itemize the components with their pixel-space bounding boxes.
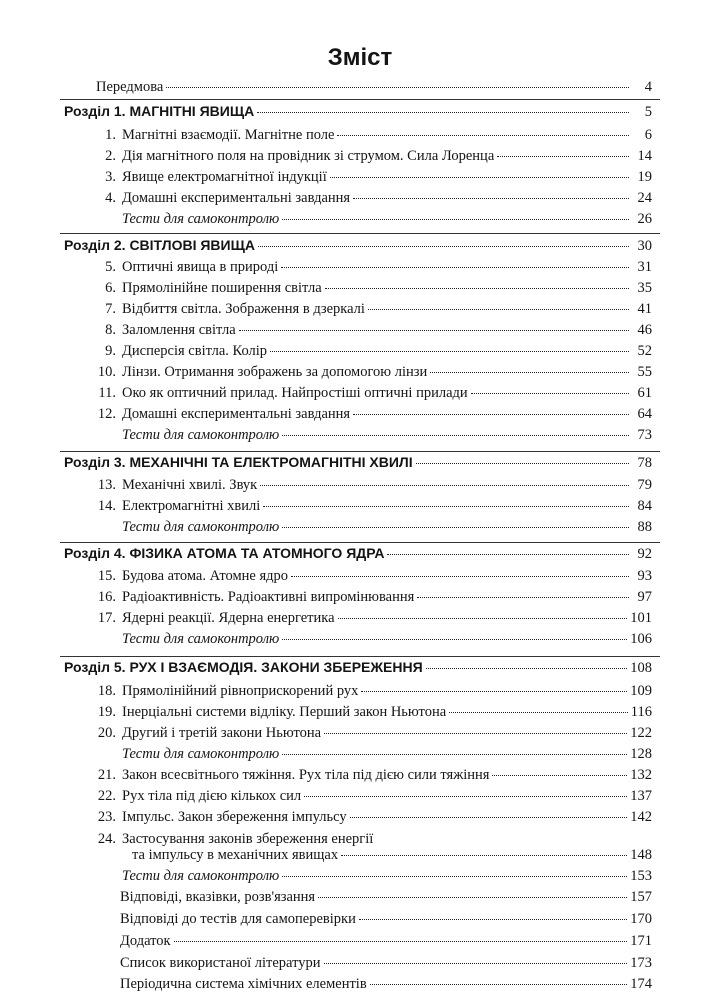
entry-text: Тести для самоконтролю: [122, 868, 280, 884]
entry-number: 11.: [98, 385, 116, 401]
dot-leader: [359, 919, 627, 920]
dot-leader: [471, 393, 629, 394]
toc-entry[interactable]: [92, 406, 652, 428]
entry-page: 6: [644, 127, 652, 143]
dot-leader: [330, 177, 629, 178]
toc-entry[interactable]: [92, 364, 652, 386]
toc-entry[interactable]: [92, 809, 652, 831]
dot-leader: [387, 554, 629, 555]
entry-page: 153: [630, 868, 652, 884]
entry-page: 61: [637, 385, 652, 401]
toc-entry-self-test[interactable]: [92, 631, 652, 653]
entry-page: 97: [637, 589, 652, 605]
dot-leader: [430, 372, 629, 373]
dot-leader: [417, 597, 629, 598]
entry-number: 18.: [97, 683, 116, 699]
entry-number: 15.: [97, 568, 116, 584]
toc-entry[interactable]: [92, 725, 652, 747]
dot-leader: [337, 135, 629, 136]
toc-entry-appendix[interactable]: [120, 911, 652, 933]
entry-text: Інерціальні системи відліку. Перший закон Ньютона: [122, 704, 447, 720]
entry-page: 174: [630, 976, 652, 992]
entry-number: 9.: [105, 343, 116, 359]
entry-page: 73: [637, 427, 652, 443]
section-title: Розділ 5. РУХ І ВЗАЄМОДІЯ. ЗАКОНИ ЗБЕРЕЖЕННЯ: [64, 659, 423, 675]
section-page: 108: [630, 660, 652, 676]
entry-text: Явище електромагнітної індукції: [122, 169, 327, 185]
toc-entry[interactable]: [92, 589, 652, 611]
toc-section-3[interactable]: [64, 454, 652, 476]
section-page: 5: [644, 104, 652, 120]
entry-text: Список використаної літератури: [120, 955, 321, 971]
entry-text: Тести для самоконтролю: [122, 631, 280, 647]
dot-leader: [166, 87, 629, 88]
dot-leader: [353, 414, 629, 415]
toc-entry-self-test[interactable]: [92, 519, 652, 541]
toc-entry[interactable]: [92, 190, 652, 212]
toc-entry[interactable]: [92, 704, 652, 726]
entry-page: 171: [630, 933, 652, 949]
entry-page: 46: [637, 322, 652, 338]
dot-leader: [282, 754, 627, 755]
entry-number: 22.: [97, 788, 116, 804]
toc-entry[interactable]: [92, 280, 652, 302]
entry-number: 7.: [105, 301, 116, 317]
section-title: Розділ 1. МАГНІТНІ ЯВИЩА: [64, 103, 255, 119]
entry-page: 35: [637, 280, 652, 296]
section-title: Розділ 2. СВІТЛОВІ ЯВИЩА: [64, 237, 255, 253]
entry-page: 157: [630, 889, 652, 905]
entry-number: 20.: [97, 725, 116, 741]
dot-leader: [368, 309, 629, 310]
dot-leader: [263, 506, 629, 507]
section-divider: [60, 233, 660, 234]
toc-entry[interactable]: [92, 683, 652, 705]
entry-page: 101: [630, 610, 652, 626]
toc-entry-appendix[interactable]: [120, 889, 652, 911]
dot-leader: [353, 198, 629, 199]
toc-entry[interactable]: [92, 568, 652, 590]
dot-leader: [361, 691, 627, 692]
entry-text: Дія магнітного поля на провідник зі струмом. Сила Лоренца: [122, 148, 495, 164]
toc-entry[interactable]: [92, 831, 652, 867]
entry-page: 137: [630, 788, 652, 804]
toc-entry-appendix[interactable]: [120, 976, 652, 998]
section-page: 30: [637, 238, 652, 254]
dot-leader: [338, 618, 628, 619]
entry-page: 24: [637, 190, 652, 206]
entry-page: 173: [630, 955, 652, 971]
entry-page: 14: [637, 148, 652, 164]
entry-page: 64: [637, 406, 652, 422]
entry-page: 26: [637, 211, 652, 227]
toc-entry[interactable]: [92, 301, 652, 323]
entry-text: Відбиття світла. Зображення в дзеркалі: [122, 301, 365, 317]
toc-entry-appendix[interactable]: [120, 955, 652, 977]
entry-number: 17.: [97, 610, 116, 626]
entry-text: Тести для самоконтролю: [122, 211, 280, 227]
entry-page: 84: [637, 498, 652, 514]
entry-text: Прямолінійний рівноприскорений рух: [122, 683, 359, 699]
dot-leader: [282, 435, 629, 436]
entry-number: 10.: [97, 364, 116, 380]
toc-entry[interactable]: [92, 127, 652, 149]
dot-leader: [260, 485, 629, 486]
entry-text: Тести для самоконтролю: [122, 746, 280, 762]
entry-page: 31: [637, 259, 652, 275]
entry-page: 148: [630, 847, 652, 863]
dot-leader: [350, 817, 628, 818]
entry-page: 106: [630, 631, 652, 647]
entry-text: Застосування законів збереження енергії: [122, 831, 374, 847]
dot-leader: [258, 246, 629, 247]
entry-text-continued: та імпульсу в механічних явищах: [132, 847, 339, 863]
dot-leader: [324, 733, 627, 734]
dot-leader: [239, 330, 629, 331]
entry-number: 1.: [105, 127, 116, 143]
toc-entry[interactable]: [92, 148, 652, 170]
toc-entry[interactable]: [92, 259, 652, 281]
entry-number: 6.: [105, 280, 116, 296]
toc-entry-self-test[interactable]: [92, 868, 652, 890]
entry-number: 24.: [97, 831, 116, 847]
toc-entry[interactable]: [92, 169, 652, 191]
dot-leader: [426, 668, 628, 669]
dot-leader: [282, 219, 629, 220]
entry-page: 132: [630, 767, 652, 783]
toc-entry-self-test[interactable]: [92, 746, 652, 768]
dot-leader: [370, 984, 628, 985]
toc-section-1[interactable]: [64, 103, 652, 125]
entry-page: 4: [644, 79, 652, 95]
entry-text: Будова атома. Атомне ядро: [122, 568, 288, 584]
entry-page: 19: [637, 169, 652, 185]
toc-entry[interactable]: [92, 788, 652, 810]
toc-entry[interactable]: [92, 767, 652, 789]
dot-leader: [282, 639, 627, 640]
section-divider: [60, 656, 660, 657]
entry-text: Електромагнітні хвилі: [122, 498, 261, 514]
entry-page: 142: [630, 809, 652, 825]
dot-leader: [318, 897, 627, 898]
dot-leader: [304, 796, 627, 797]
section-divider: [60, 542, 660, 543]
toc-section-4[interactable]: [64, 545, 652, 567]
entry-page: 52: [637, 343, 652, 359]
entry-text: Тести для самоконтролю: [122, 427, 280, 443]
toc-entry-self-test[interactable]: [92, 211, 652, 233]
entry-text: Лінзи. Отримання зображень за допомогою лінзи: [122, 364, 428, 380]
dot-leader: [270, 351, 629, 352]
toc-entry-self-test[interactable]: [92, 427, 652, 449]
entry-number: 23.: [97, 809, 116, 825]
entry-number: 5.: [105, 259, 116, 275]
dot-leader: [174, 941, 628, 942]
toc-section-2[interactable]: [64, 237, 652, 259]
entry-number: 12.: [97, 406, 116, 422]
entry-text: Періодична система хімічних елементів: [120, 976, 367, 992]
section-page: 78: [637, 455, 652, 471]
dot-leader: [282, 527, 629, 528]
entry-page: 116: [630, 704, 652, 720]
toc-entry[interactable]: [92, 385, 652, 407]
entry-page: 109: [630, 683, 652, 699]
entry-page: 170: [630, 911, 652, 927]
entry-number: 21.: [97, 767, 116, 783]
entry-text: Передмова: [96, 79, 164, 95]
dot-leader: [324, 963, 628, 964]
entry-number: 8.: [105, 322, 116, 338]
entry-page: 88: [637, 519, 652, 535]
dot-leader: [282, 876, 627, 877]
entry-text: Радіоактивність. Радіоактивні випромінювання: [122, 589, 415, 605]
entry-text: Домашні експериментальні завдання: [122, 406, 351, 422]
dot-leader: [497, 156, 629, 157]
entry-text: Заломлення світла: [122, 322, 236, 338]
dot-leader: [291, 576, 629, 577]
entry-text: Закон всесвітнього тяжіння. Рух тіла під дією сили тяжіння: [122, 767, 490, 783]
entry-number: 2.: [105, 148, 116, 164]
dot-leader: [416, 463, 629, 464]
entry-text: Відповіді, вказівки, розв'язання: [120, 889, 316, 905]
entry-text: Додаток: [120, 933, 171, 949]
entry-text: Механічні хвилі. Звук: [122, 477, 258, 493]
entry-page: 93: [637, 568, 652, 584]
entry-text: Дисперсія світла. Колір: [122, 343, 268, 359]
entry-text: Домашні експериментальні завдання: [122, 190, 351, 206]
entry-page: 55: [637, 364, 652, 380]
dot-leader: [449, 712, 628, 713]
toc-entry[interactable]: [92, 322, 652, 344]
entry-number: 3.: [105, 169, 116, 185]
section-title: Розділ 4. ФІЗИКА АТОМА ТА АТОМНОГО ЯДРА: [64, 545, 385, 561]
toc-entry-preface[interactable]: [96, 79, 652, 101]
section-page: 92: [637, 546, 652, 562]
toc-entry[interactable]: [92, 498, 652, 520]
entry-page: 122: [630, 725, 652, 741]
toc-entry[interactable]: [92, 610, 652, 632]
entry-text: Тести для самоконтролю: [122, 519, 280, 535]
entry-text: Відповіді до тестів для самоперевірки: [120, 911, 356, 927]
toc-section-5[interactable]: [64, 659, 652, 681]
entry-number: 14.: [97, 498, 116, 514]
page-title: Зміст: [327, 44, 393, 71]
entry-page: 79: [637, 477, 652, 493]
entry-text: Око як оптичний прилад. Найпростіші оптичні прилади: [122, 385, 468, 401]
toc-entry[interactable]: [92, 343, 652, 365]
entry-text: Магнітні взаємодії. Магнітне поле: [122, 127, 335, 143]
entry-page: 128: [630, 746, 652, 762]
dot-leader: [325, 288, 629, 289]
entry-text: Оптичні явища в природі: [122, 259, 279, 275]
dot-leader: [341, 855, 627, 856]
section-title: Розділ 3. МЕХАНІЧНІ ТА ЕЛЕКТРОМАГНІТНІ ХВИЛІ: [64, 454, 413, 470]
entry-text: Рух тіла під дією кількох сил: [122, 788, 302, 804]
entry-text: Другий і третій закони Ньютона: [122, 725, 322, 741]
toc-entry[interactable]: [92, 477, 652, 499]
dot-leader: [257, 112, 629, 113]
dot-leader: [492, 775, 627, 776]
section-divider: [60, 99, 660, 100]
entry-text: Ядерні реакції. Ядерна енергетика: [122, 610, 335, 626]
section-divider: [60, 451, 660, 452]
entry-text: Імпульс. Закон збереження імпульсу: [122, 809, 347, 825]
entry-text: Прямолінійне поширення світла: [122, 280, 322, 296]
entry-number: 19.: [97, 704, 116, 720]
entry-page: 41: [637, 301, 652, 317]
entry-number: 4.: [105, 190, 116, 206]
entry-number: 16.: [97, 589, 116, 605]
toc-entry-appendix[interactable]: [120, 933, 652, 955]
entry-number: 13.: [97, 477, 116, 493]
dot-leader: [281, 267, 629, 268]
